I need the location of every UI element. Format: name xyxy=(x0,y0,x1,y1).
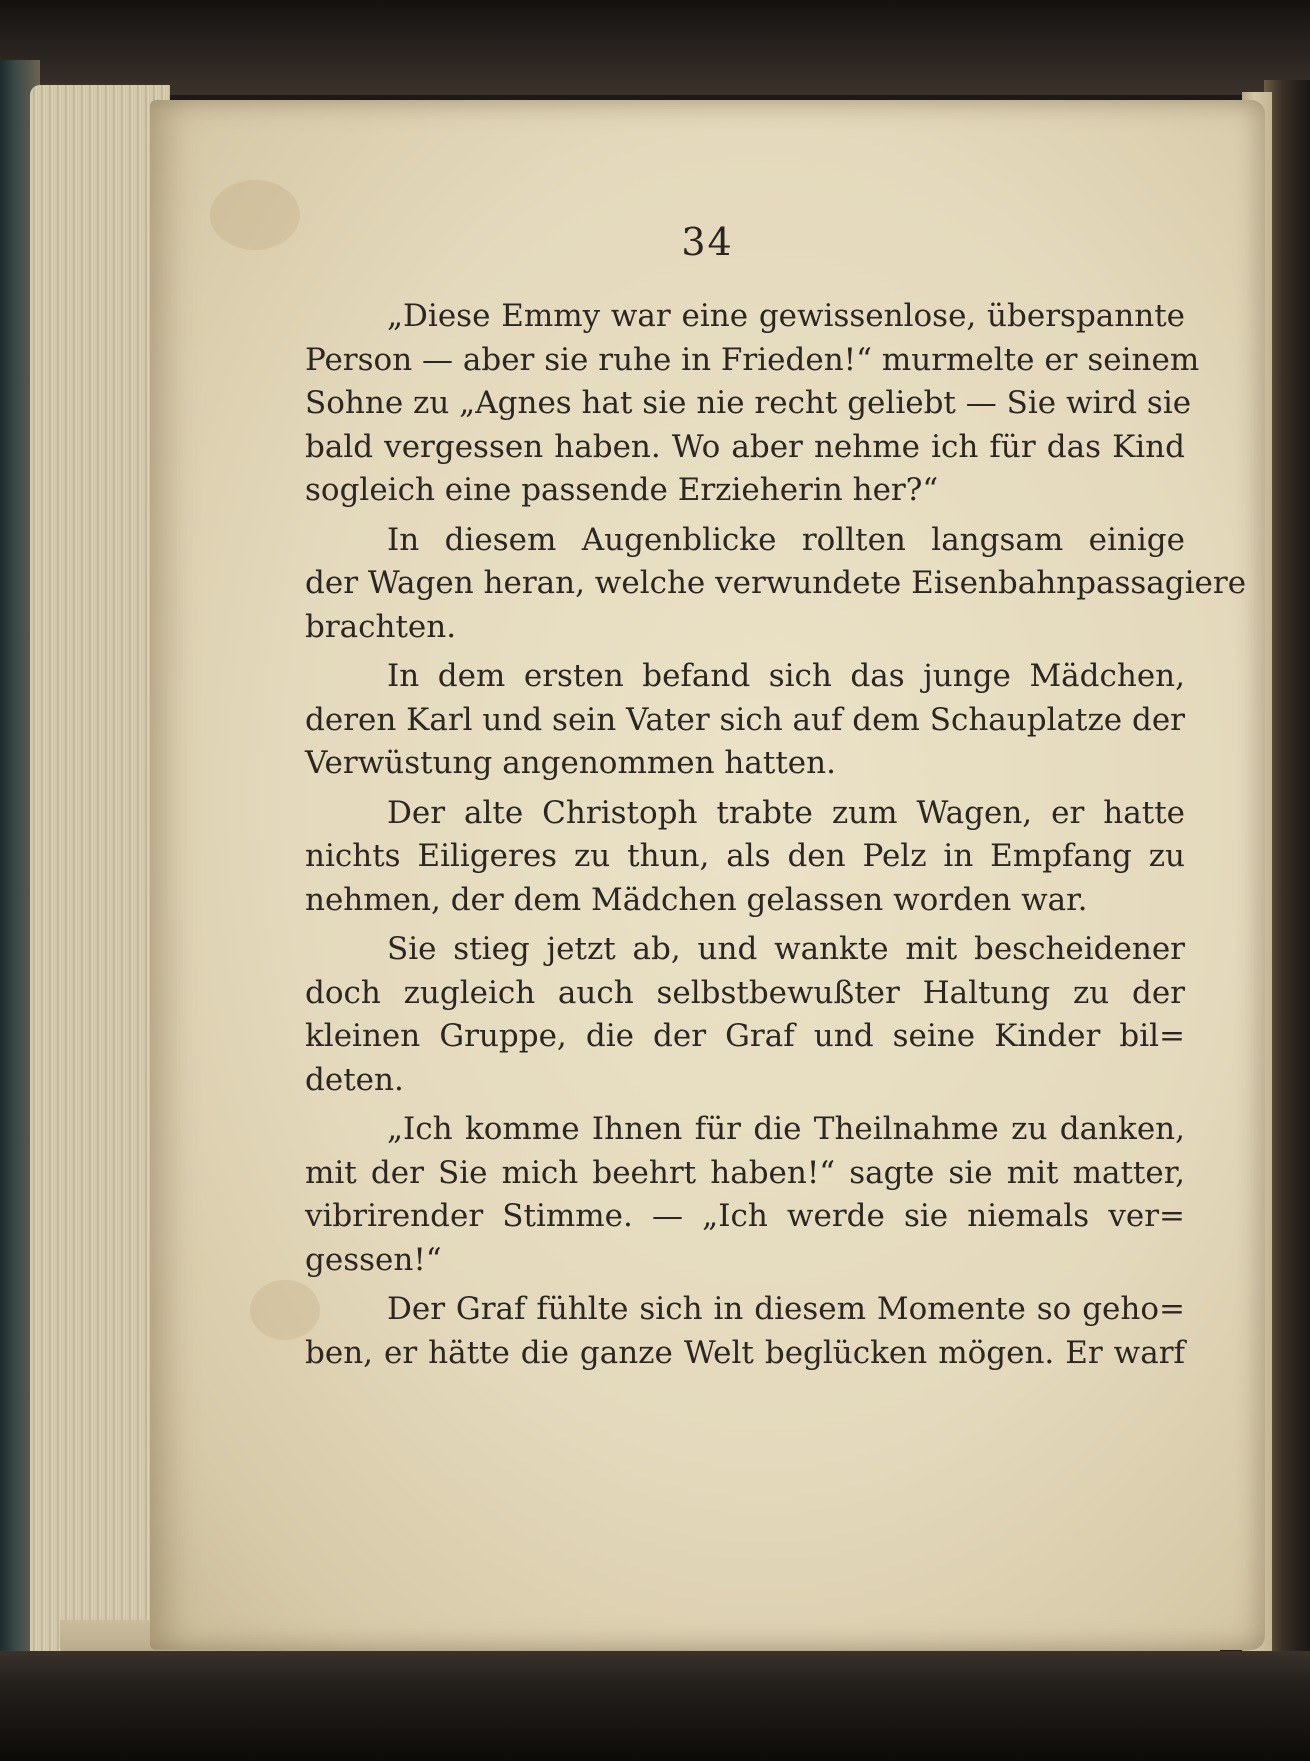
paragraph xyxy=(305,655,1185,786)
text-line: deren Karl und sein Vater sich auf dem Schauplatze der xyxy=(305,701,1185,738)
paragraph xyxy=(305,295,1200,513)
text-line: sogleich eine passende Erzieherin her?“ xyxy=(305,472,939,508)
text-line: nichts Eiligeres zu thun, als den Pelz in Empfang zu xyxy=(305,838,1185,874)
text-line: Der alte Christoph trabte zum Wagen, er hatte xyxy=(387,794,1185,831)
text-line: doch zugleich auch selbstbewußter Haltung zu der xyxy=(305,974,1185,1011)
book-cover-bottom xyxy=(0,1651,1310,1761)
book-page xyxy=(150,100,1265,1650)
text-line: mit der Sie mich beehrt haben!“ sagte sie mit matter, xyxy=(305,1154,1185,1191)
text-line: ben, er hätte die ganze Welt beglücken mögen. Er warf xyxy=(305,1334,1185,1371)
book-cover-top xyxy=(0,0,1310,95)
paragraph xyxy=(305,792,1185,923)
text-line: „Diese Emmy war eine gewissenlose, überspannte xyxy=(387,298,1185,334)
text-line: „Ich komme Ihnen für die Theilnahme zu danken, xyxy=(387,1111,1185,1147)
text-line: Sie stieg jetzt ab, und wankte mit bescheidener xyxy=(387,931,1185,967)
page-edges xyxy=(30,85,170,1675)
text-line: der Wagen heran, welche verwundete Eisenbahnpassagiere xyxy=(305,565,1247,601)
text-line: vibrirender Stimme. — „Ich werde sie niemals ver= xyxy=(305,1198,1185,1234)
page-number: 34 xyxy=(681,220,734,264)
body-text xyxy=(305,295,1247,1381)
paragraph xyxy=(305,928,1185,1102)
text-line: In diesem Augenblicke rollten langsam einige xyxy=(387,521,1185,558)
paragraph xyxy=(305,1108,1185,1282)
text-line: kleinen Gruppe, die der Graf und seine Kinder bil= xyxy=(305,1018,1185,1054)
text-line: bald vergessen haben. Wo aber nehme ich für das Kind xyxy=(305,428,1185,465)
text-line: Verwüstung angenommen hatten. xyxy=(305,745,836,781)
paragraph xyxy=(305,519,1247,650)
text-line: brachten. xyxy=(305,608,457,645)
paragraph xyxy=(305,1288,1185,1375)
text-line: Der Graf fühlte sich in diesem Momente so geho= xyxy=(387,1291,1185,1327)
text-line: deten. xyxy=(305,1061,404,1098)
text-line: Person — aber sie ruhe in Frieden!“ murmelte er seinem xyxy=(305,341,1200,378)
text-line: nehmen, der dem Mädchen gelassen worden war. xyxy=(305,881,1088,918)
text-line: Sohne zu „Agnes hat sie nie recht geliebt — Sie wird sie xyxy=(305,385,1192,421)
text-line: gessen!“ xyxy=(305,1241,442,1278)
text-line: In dem ersten befand sich das junge Mädchen, xyxy=(387,658,1185,694)
